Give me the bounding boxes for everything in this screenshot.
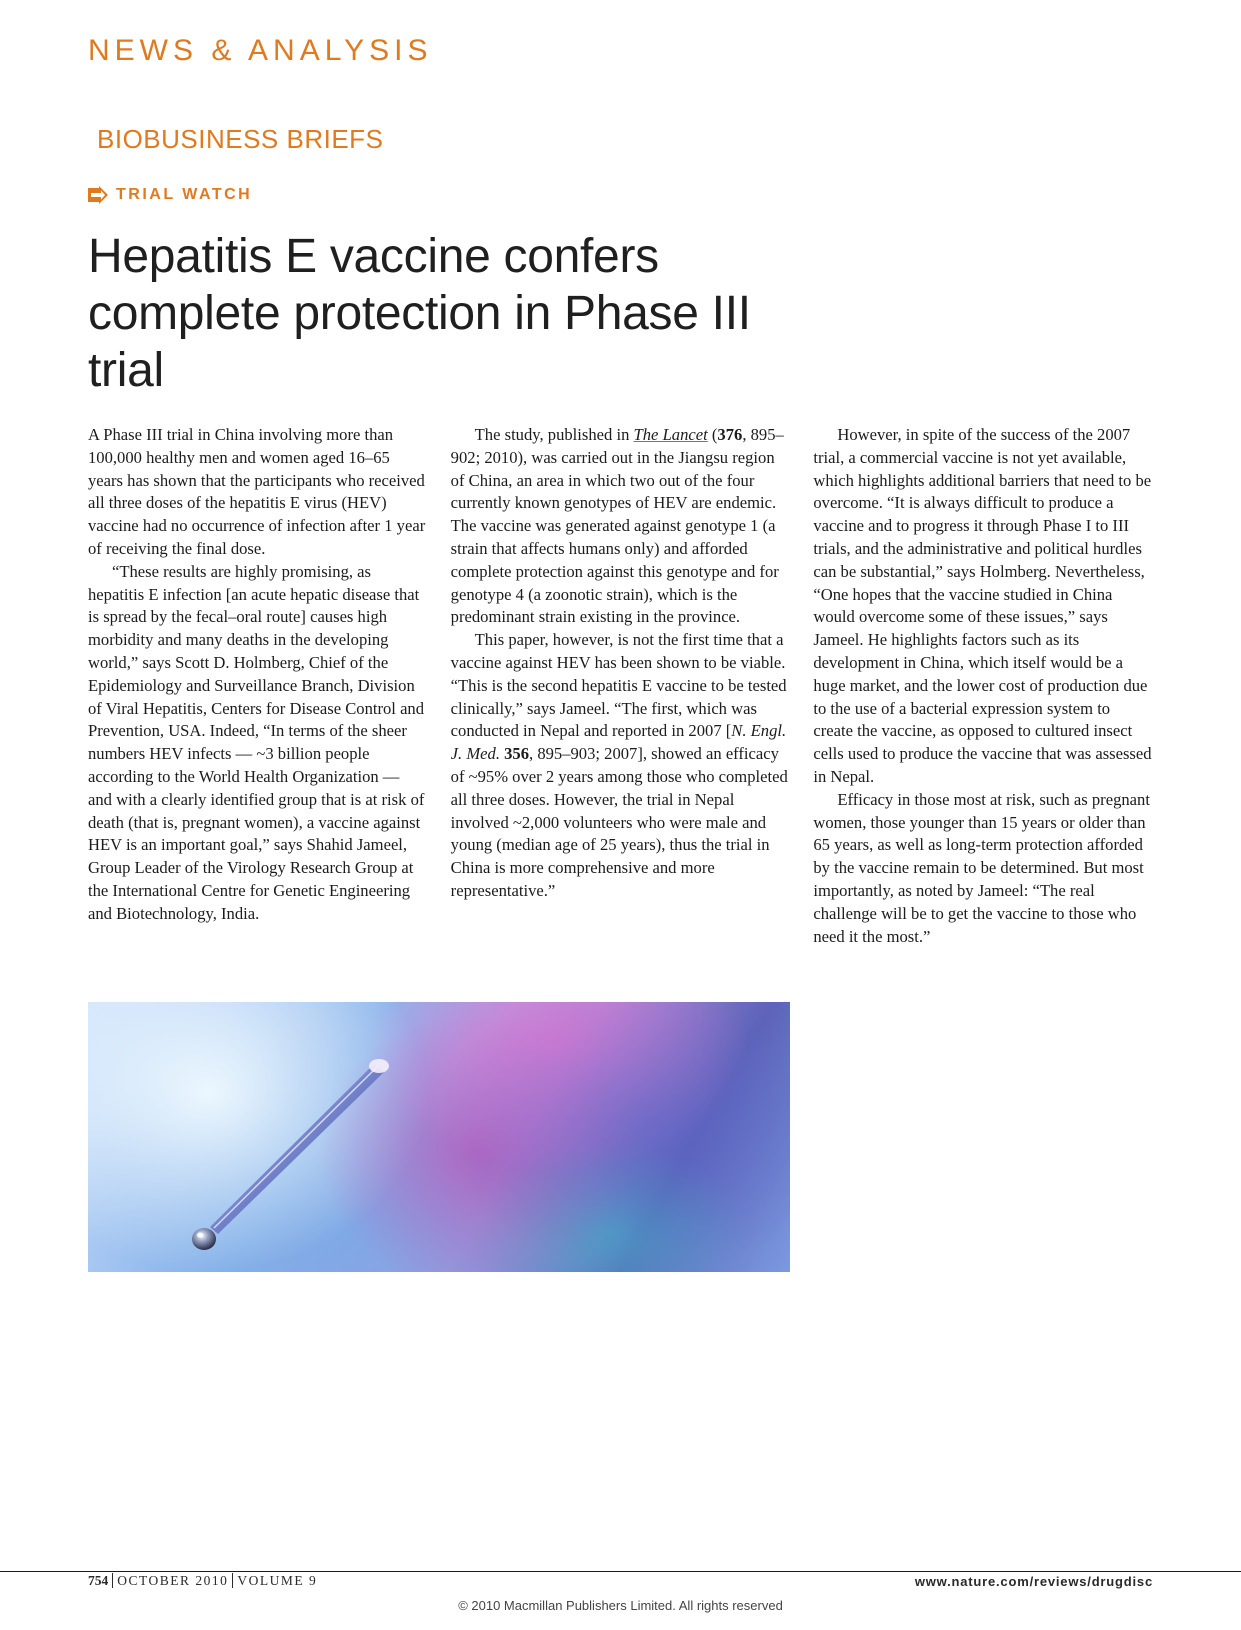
column-3 bbox=[813, 424, 1152, 948]
column-2 bbox=[451, 424, 790, 948]
article-title: Hepatitis E vaccine confers complete protection in Phase III trial bbox=[88, 230, 751, 397]
text-run: This paper, however, is not the first time that a vaccine against HEV has been shown to be viable. “This is the second hepatitis E vaccine to be tested clinically,” says Jameel. “The first, which was conducted in Nepal and reported in 2007 [ bbox=[450, 630, 787, 741]
copyright-notice: © 2010 Macmillan Publishers Limited. All rights reserved bbox=[458, 1598, 783, 1613]
paragraph: However, in spite of the success of the 2007 trial, a commercial vaccine is not yet available, which highlights additional barriers that need to be overcome. “It is always difficult to produce a vaccine and to progress it through Phase I to III trials, and the administrative and political hurdles can be substantial,” says Holmberg. Nevertheless, “One hopes that the vaccine studied in China would overcome some of these issues,” says Jameel. He highlights factors such as its development in China, which itself would be a huge market, and the lower cost of production due to the use of a bacterial expression system to create the vaccine, as opposed to cultured insect cells used to produce the vaccine that was assessed in Nepal. bbox=[813, 425, 1152, 786]
paragraph: Efficacy in those most at risk, such as pregnant women, those younger than 15 years or older than 65 years, as well as long-term protection afforded by the vaccine remain to be determined. But most importantly, as noted by Jameel: “The real challenge will be to get the vaccine to those who need it the most.” bbox=[813, 789, 1150, 946]
volume-number: 376 bbox=[717, 425, 743, 444]
divider bbox=[232, 1573, 233, 1588]
page-number: 754 bbox=[88, 1573, 109, 1588]
volume-number: 356 bbox=[504, 744, 530, 764]
paragraph: A Phase III trial in China involving more than 100,000 healthy men and women aged 16–65 years has shown that the participants who received all three doses of the hepatitis E virus (HEV) vaccine had no occurrence of infection after 1 year of receiving the final dose. bbox=[88, 425, 426, 558]
paragraph bbox=[451, 629, 790, 903]
footer-folio bbox=[88, 1573, 317, 1589]
paragraph: “These results are highly promising, as hepatitis E infection [an acute hepatic disease that is spread by the fecal–oral route] causes high morbidity and many deaths in the developing world,” says Scott D. Holmberg, Chief of the Epidemiology and Surveillance Branch, Division of Viral Hepatitis, Centers for Disease Control and Prevention, USA. Indeed, “In terms of the sheer numbers HEV infects — ~3 billion people according to the World Health Organization — and with a clearly identified group that is at risk of death (that is, pregnant women), a vaccine against HEV is an important goal,” says Shahid Jameel, Group Leader of the Virology Research Group at the International Centre for Genetic Engineering and Biotechnology, India. bbox=[88, 561, 425, 923]
text-run: ( bbox=[707, 425, 718, 444]
footer-rule bbox=[0, 1571, 1241, 1572]
divider bbox=[112, 1573, 113, 1588]
article-body bbox=[88, 424, 1152, 948]
journal-name: N. Engl. J. Med. bbox=[450, 721, 787, 764]
volume-label: VOLUME 9 bbox=[237, 1573, 318, 1588]
arrow-right-icon bbox=[88, 186, 108, 204]
kicker bbox=[88, 186, 252, 204]
text-run: , 895–902; 2010), was carried out in the Jiangsu region of China, an area in which two out of the four currently known genotypes of HEV are endemic. The vaccine was generated against genotype 1 (a strain that affects humans only) and afforded complete protection against this genotype and for genotype 4 (a zoonotic strain), which is the predominant strain existing in the province. bbox=[450, 425, 784, 627]
vaccine-needle-photo bbox=[88, 1002, 790, 1272]
kicker-label: TRIAL WATCH bbox=[116, 186, 253, 203]
paragraph bbox=[451, 424, 790, 629]
text-run: The study, published in bbox=[474, 425, 634, 444]
column-1 bbox=[88, 424, 427, 948]
issue-date: OCTOBER 2010 bbox=[117, 1573, 229, 1588]
journal-url[interactable]: www.nature.com/reviews/drugdisc bbox=[914, 1574, 1153, 1589]
section-label: NEWS & ANALYSIS bbox=[88, 34, 433, 67]
subsection-label: BIOBUSINESS BRIEFS bbox=[97, 124, 384, 154]
journal-link[interactable]: The Lancet bbox=[633, 425, 708, 444]
needle-illustration bbox=[88, 1002, 790, 1272]
text-run: , 895–903; 2007], showed an efficacy of ~95% over 2 years among those who completed all three doses. However, the trial in Nepal involved ~2,000 volunteers who were male and young (median age of 25 years), thus the trial in China is more comprehensive and more representative.” bbox=[450, 744, 788, 900]
